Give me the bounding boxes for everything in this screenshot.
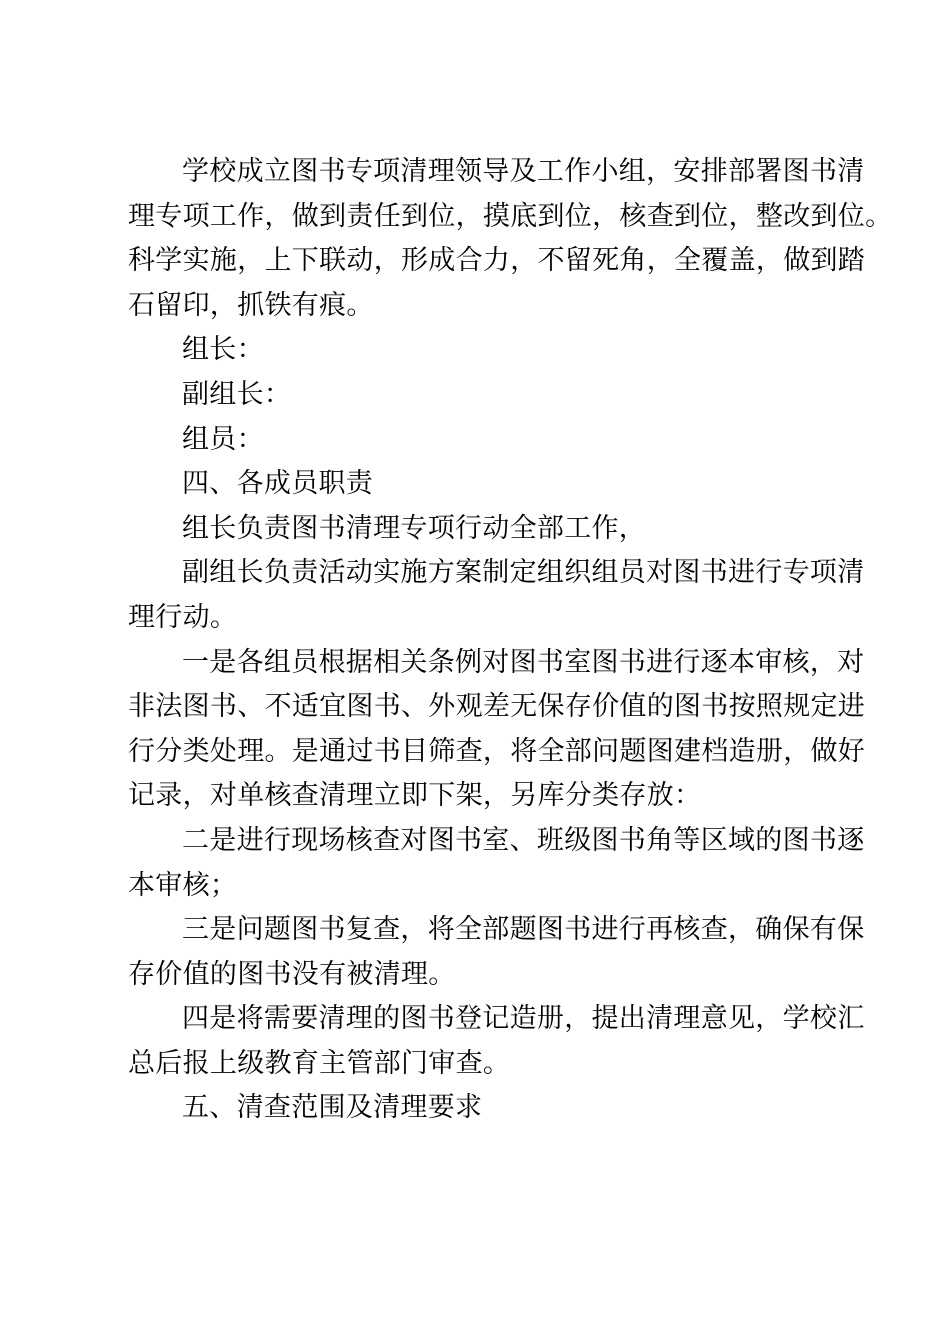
text-line: 二是进行现场核查对图书室、班级图书角等区域的图书逐	[182, 824, 865, 856]
paragraph-members	[128, 418, 838, 463]
text-line: 组员：	[182, 423, 264, 455]
text-line: 理行动。	[128, 601, 238, 633]
text-line: 科学实施，上下联动，形成合力，不留死角，全覆盖，做到踏	[128, 245, 866, 277]
text-line: 副组长负责活动实施方案制定组织组员对图书进行专项清	[182, 557, 865, 589]
text-line: 石留印，抓铁有痕。	[128, 289, 374, 321]
paragraph-deputy-duty	[128, 551, 865, 640]
text-line: 本审核；	[128, 869, 238, 901]
text-line: 学校成立图书专项清理领导及工作小组，安排部署图书清	[182, 156, 865, 187]
text-line: 一是各组员根据相关条例对图书室图书进行逐本审核，对	[182, 646, 865, 678]
paragraph-step-2	[128, 819, 865, 908]
text-line: 副组长：	[182, 378, 292, 410]
text-line: 行分类处理。是通过书目筛查，将全部问题图建档造册，做好	[128, 735, 866, 767]
paragraph-step-1	[128, 641, 866, 819]
text-line: 组长负责图书清理专项行动全部工作，	[182, 512, 647, 544]
text-line: 组长：	[182, 334, 264, 366]
paragraph-group-leader	[128, 328, 838, 373]
text-line: 总后报上级教育主管部门审查。	[128, 1047, 511, 1079]
text-line: 非法图书、不适宜图书、外观差无保存价值的图书按照规定进	[128, 691, 866, 723]
paragraph-step-4	[128, 997, 865, 1086]
text-line: 四是将需要清理的图书登记造册，提出清理意见，学校汇	[182, 1003, 865, 1035]
section-heading-5	[128, 1086, 838, 1131]
document-body	[128, 150, 893, 1131]
section-heading-4	[128, 462, 838, 507]
text-line: 记录，对单核查清理立即下架，另库分类存放：	[128, 780, 702, 812]
paragraph-step-3	[128, 908, 865, 997]
paragraph-leader-duty	[128, 507, 838, 552]
text-line: 存价值的图书没有被清理。	[128, 958, 456, 990]
text-line: 理专项工作，做到责任到位，摸底到位，核查到位，整改到位。	[128, 200, 893, 232]
paragraph-intro	[128, 150, 893, 328]
section-heading: 四、各成员职责	[182, 468, 374, 500]
paragraph-deputy-leader	[128, 373, 838, 418]
text-line: 三是问题图书复查，将全部题图书进行再核查，确保有保	[182, 914, 865, 946]
section-heading: 五、清查范围及清理要求	[182, 1092, 483, 1124]
